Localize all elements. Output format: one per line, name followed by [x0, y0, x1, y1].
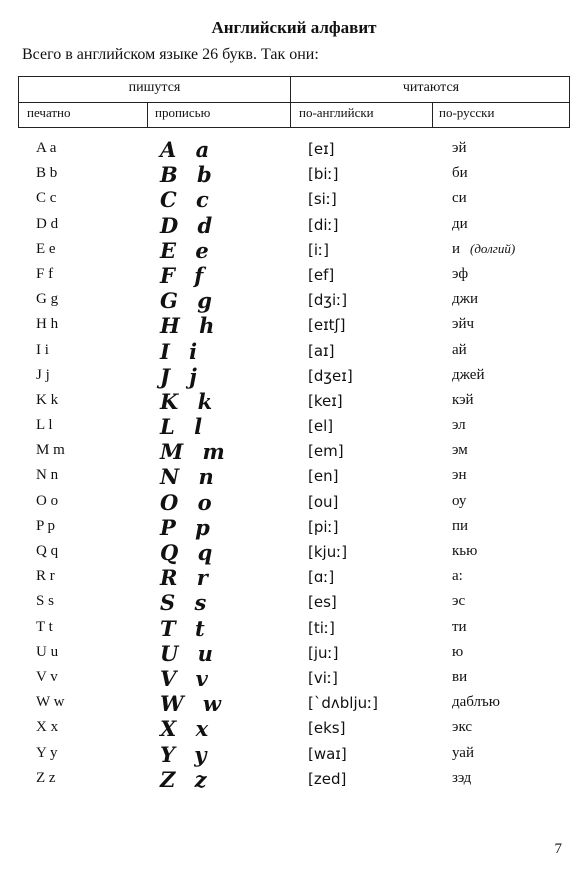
cursive-letter: O o [160, 489, 218, 515]
russian-pronunciation: оу [452, 492, 467, 509]
printed-letter: M m [36, 442, 65, 459]
cursive-letter: F f [160, 262, 210, 288]
russian-pronunciation: эм [452, 442, 468, 459]
russian-pronunciation: ди [452, 215, 468, 232]
table-row [0, 163, 588, 188]
cursive-letter: V v [160, 665, 214, 691]
russian-pronunciation: пи [452, 517, 469, 534]
alphabet-list [0, 138, 588, 793]
page-number: 7 [554, 841, 562, 857]
table-row [0, 465, 588, 490]
russian-pronunciation: эф [452, 265, 469, 282]
russian-pronunciation: ю [452, 643, 464, 660]
english-pronunciation: [eɪtʃ] [308, 316, 346, 335]
printed-letter: D d [36, 215, 59, 232]
english-pronunciation: [ef] [308, 265, 335, 284]
printed-letter: C c [36, 190, 57, 207]
table-row [0, 138, 588, 163]
russian-pronunciation: и [452, 240, 461, 257]
english-pronunciation: [ɑː] [308, 568, 335, 587]
cursive-letter: G g [160, 288, 218, 314]
printed-letter: T t [36, 618, 53, 635]
printed-letter: R r [36, 568, 55, 585]
english-pronunciation: [waɪ] [308, 744, 347, 763]
cursive-letter: Z z [160, 766, 213, 792]
table-row [0, 390, 588, 415]
english-pronunciation: [en] [308, 467, 339, 486]
russian-pronunciation: эн [452, 467, 467, 484]
cursive-letter: D d [160, 212, 219, 238]
printed-letter: F f [36, 265, 54, 282]
printed-letter: S s [36, 593, 54, 610]
english-pronunciation: [`dʌbljuː] [308, 694, 379, 713]
table-row [0, 440, 588, 465]
english-pronunciation: [dʒeɪ] [308, 366, 353, 385]
printed-letter: K k [36, 391, 59, 408]
english-pronunciation: [el] [308, 417, 334, 436]
table-row [0, 314, 588, 339]
printed-letter: Q q [36, 543, 59, 559]
russian-pronunciation: кэй [452, 391, 474, 408]
russian-pronunciation: эл [452, 417, 466, 434]
cursive-letter: P p [160, 514, 216, 540]
english-pronunciation: [kjuː] [308, 543, 348, 561]
cursive-letter: S s [160, 590, 213, 616]
printed-letter: L l [36, 417, 53, 434]
printed-letter: Y y [36, 744, 58, 761]
cursive-letter: E e [160, 237, 215, 263]
russian-pronunciation: ай [452, 341, 467, 358]
table-row [0, 667, 588, 692]
russian-pronunciation: эс [452, 593, 466, 610]
table-row [0, 591, 588, 616]
english-pronunciation: [ou] [308, 492, 339, 511]
printed-letter: H h [36, 316, 59, 333]
cursive-letter: R r [160, 565, 214, 591]
english-pronunciation: [dʒiː] [308, 291, 348, 310]
cursive-letter: I i [160, 338, 204, 364]
header-written: пишутся [128, 80, 181, 95]
english-pronunciation: [em] [308, 442, 344, 461]
printed-letter: A a [36, 140, 57, 156]
cursive-letter: U u [160, 640, 219, 666]
printed-letter: B b [36, 165, 58, 182]
header-printed: печатно [27, 105, 71, 120]
cursive-letter: Q q [160, 540, 219, 565]
printed-letter: W w [36, 694, 65, 711]
printed-letter: G g [36, 291, 59, 308]
cursive-letter: B b [160, 162, 218, 188]
header-english: по-английски [299, 105, 374, 120]
russian-pronunciation: ви [452, 668, 468, 685]
cursive-letter: C c [160, 187, 215, 213]
table-row [0, 692, 588, 717]
table-row [0, 415, 588, 440]
english-pronunciation: [viː] [308, 668, 338, 687]
english-pronunciation: [piː] [308, 517, 339, 536]
russian-pronunciation: джи [452, 291, 479, 308]
table-row [0, 340, 588, 365]
printed-letter: Z z [36, 769, 56, 786]
printed-letter: I i [36, 341, 49, 358]
pronunciation-note: (долгий) [470, 240, 516, 256]
cursive-letter: M m [160, 439, 231, 465]
table-row [0, 541, 588, 566]
table-row [0, 239, 588, 264]
table-row [0, 617, 588, 642]
printed-letter: P p [36, 517, 56, 534]
printed-letter: U u [36, 643, 59, 660]
russian-pronunciation: зэд [452, 769, 472, 786]
table-row [0, 743, 588, 768]
printed-letter: J j [36, 366, 50, 383]
printed-letter: O o [36, 492, 59, 509]
table-row [0, 717, 588, 742]
english-pronunciation: [es] [308, 593, 337, 612]
table-row [0, 516, 588, 541]
russian-pronunciation: ти [452, 618, 467, 635]
page-title: Английский алфавит [211, 18, 377, 37]
english-pronunciation: [juː] [308, 643, 339, 662]
russian-pronunciation: экс [452, 719, 473, 736]
english-pronunciation: [iː] [308, 240, 329, 259]
cursive-letter: H h [160, 313, 221, 339]
cursive-letter: A a [160, 137, 216, 162]
russian-pronunciation: эйч [452, 316, 475, 333]
cursive-letter: L l [160, 414, 209, 440]
intro-text: Всего в английском языке 26 букв. Так они: [22, 46, 319, 63]
table-header [18, 76, 570, 128]
english-pronunciation: [zed] [308, 769, 347, 788]
table-row [0, 768, 588, 793]
russian-pronunciation: би [452, 165, 468, 182]
printed-letter: X x [36, 719, 59, 736]
english-pronunciation: [diː] [308, 215, 339, 234]
table-row [0, 264, 588, 289]
table-row [0, 566, 588, 591]
english-pronunciation: [eɪ] [308, 140, 335, 158]
english-pronunciation: [keɪ] [308, 391, 343, 410]
russian-pronunciation: эй [452, 140, 467, 156]
table-row [0, 188, 588, 213]
russian-pronunciation: джей [452, 366, 485, 383]
table-row [0, 365, 588, 390]
cursive-letter: Y y [160, 741, 213, 767]
english-pronunciation: [eks] [308, 719, 346, 738]
cursive-letter: J j [160, 363, 203, 389]
table-row [0, 491, 588, 516]
printed-letter: N n [36, 467, 59, 484]
table-row [0, 642, 588, 667]
cursive-letter: W w [160, 691, 227, 717]
cursive-letter: N n [160, 464, 220, 490]
english-pronunciation: [siː] [308, 190, 337, 209]
russian-pronunciation: а: [452, 568, 463, 585]
printed-letter: E e [36, 240, 56, 257]
cursive-letter: T t [160, 615, 211, 641]
english-pronunciation: [aɪ] [308, 341, 335, 360]
english-pronunciation: [biː] [308, 165, 339, 184]
russian-pronunciation: уай [452, 744, 474, 761]
english-pronunciation: [tiː] [308, 618, 335, 637]
header-cursive: прописью [155, 105, 211, 120]
table-row [0, 289, 588, 314]
russian-pronunciation: даблъю [452, 694, 500, 711]
header-russian: по-русски [439, 105, 495, 120]
printed-letter: V v [36, 668, 58, 685]
table-row [0, 214, 588, 239]
russian-pronunciation: си [452, 190, 467, 207]
cursive-letter: K k [160, 388, 219, 414]
cursive-letter: X x [160, 716, 215, 742]
header-read: читаются [402, 80, 460, 95]
russian-pronunciation: кью [452, 543, 478, 559]
